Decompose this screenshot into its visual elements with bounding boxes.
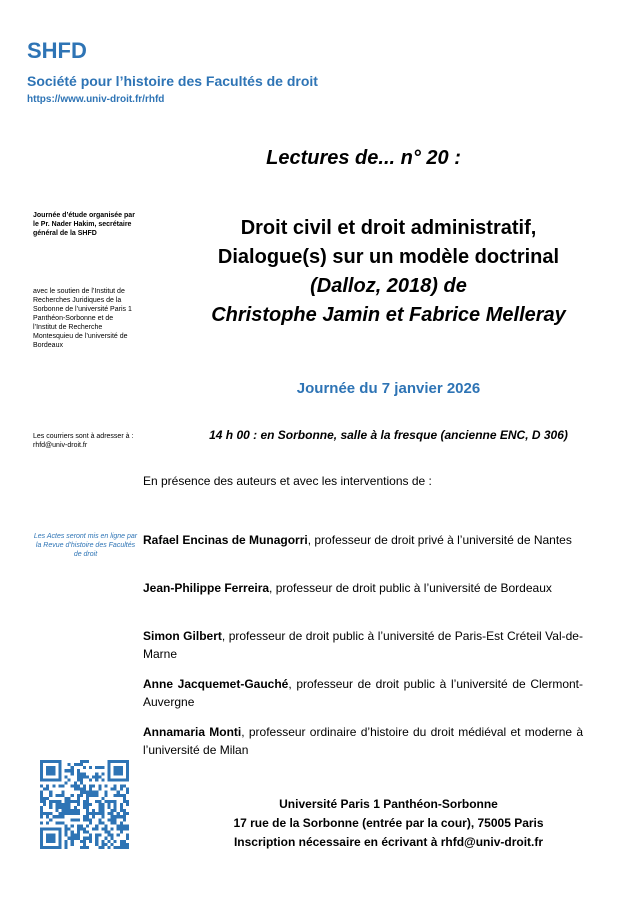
speaker-item xyxy=(143,627,583,663)
speaker-name: Simon Gilbert xyxy=(143,629,222,643)
registration-note: Inscription nécessaire en écrivant à rhfd@univ-droit.fr xyxy=(233,835,544,849)
speaker-name: Annamaria Monti xyxy=(143,725,242,739)
book-title-line-2: Dialogue(s) sur un modèle doctrinal xyxy=(217,246,560,268)
org-fullname: Société pour l’histoire des Facultés de droit xyxy=(27,73,318,89)
speaker-name: Anne Jacquemet-Gauché xyxy=(143,677,289,691)
speaker-role: , professeur ordinaire d’histoire du droit médiéval et moderne à l’université de Milan xyxy=(143,725,584,757)
speaker-role: , professeur de droit public à l’université de Clermont-Auvergne xyxy=(143,677,583,709)
speaker-name: Rafael Encinas de Munagorri xyxy=(143,533,308,547)
org-url-link[interactable]: https://www.univ-droit.fr/rhfd xyxy=(27,94,165,105)
speaker-role: , professeur de droit public à l’université de Paris-Est Créteil Val-de-Marne xyxy=(143,629,583,661)
org-name: SHFD xyxy=(27,38,87,63)
venue-name: Université Paris 1 Panthéon-Sorbonne xyxy=(279,797,498,811)
speaker-role: , professeur de droit public à l’université de Bordeaux xyxy=(269,581,552,595)
speaker-item xyxy=(143,531,583,549)
event-date: Journée du 7 janvier 2026 xyxy=(296,380,481,397)
sidebar-support-note: avec le soutien de l’Institut de Recherches Juridiques de la Sorbonne de l’université Paris 1 Panthéon-Sorbonne et de l’Institut de Recherche Montesquieu de l’université de Bordeaux xyxy=(33,288,132,349)
venue-address: 17 rue de la Sorbonne (entrée par la cour), 75005 Paris xyxy=(233,816,544,830)
speaker-role: , professeur de droit privé à l’université de Nantes xyxy=(307,533,572,547)
book-title-line-1: Droit civil et droit administratif, xyxy=(240,217,537,239)
sidebar-mail-note: Les courriers sont à adresser à : rhfd@univ-droit.fr xyxy=(33,433,134,449)
qr-code-icon[interactable] xyxy=(40,760,129,849)
speakers-intro: En présence des auteurs et avec les interventions de : xyxy=(143,474,432,488)
speaker-name: Jean-Philippe Ferreira xyxy=(143,581,270,595)
speaker-item xyxy=(143,723,583,759)
book-authors-line: Christophe Jamin et Fabrice Melleray xyxy=(211,304,566,326)
sidebar-organizer-note: Journée d’étude organisée par le Pr. Nader Hakim, secrétaire général de la SHFD xyxy=(33,212,135,237)
book-publisher-line: (Dalloz, 2018) de xyxy=(310,275,467,297)
event-time-location: 14 h 00 : en Sorbonne, salle à la fresque (ancienne ENC, D 306) xyxy=(209,428,568,442)
series-title: Lectures de... n° 20 : xyxy=(266,147,461,169)
speaker-item xyxy=(143,579,583,597)
speaker-item xyxy=(143,675,583,711)
sidebar-actes-note: Les Actes seront mis en ligne par la Revue d’histoire des Facultés de droit xyxy=(33,533,138,558)
